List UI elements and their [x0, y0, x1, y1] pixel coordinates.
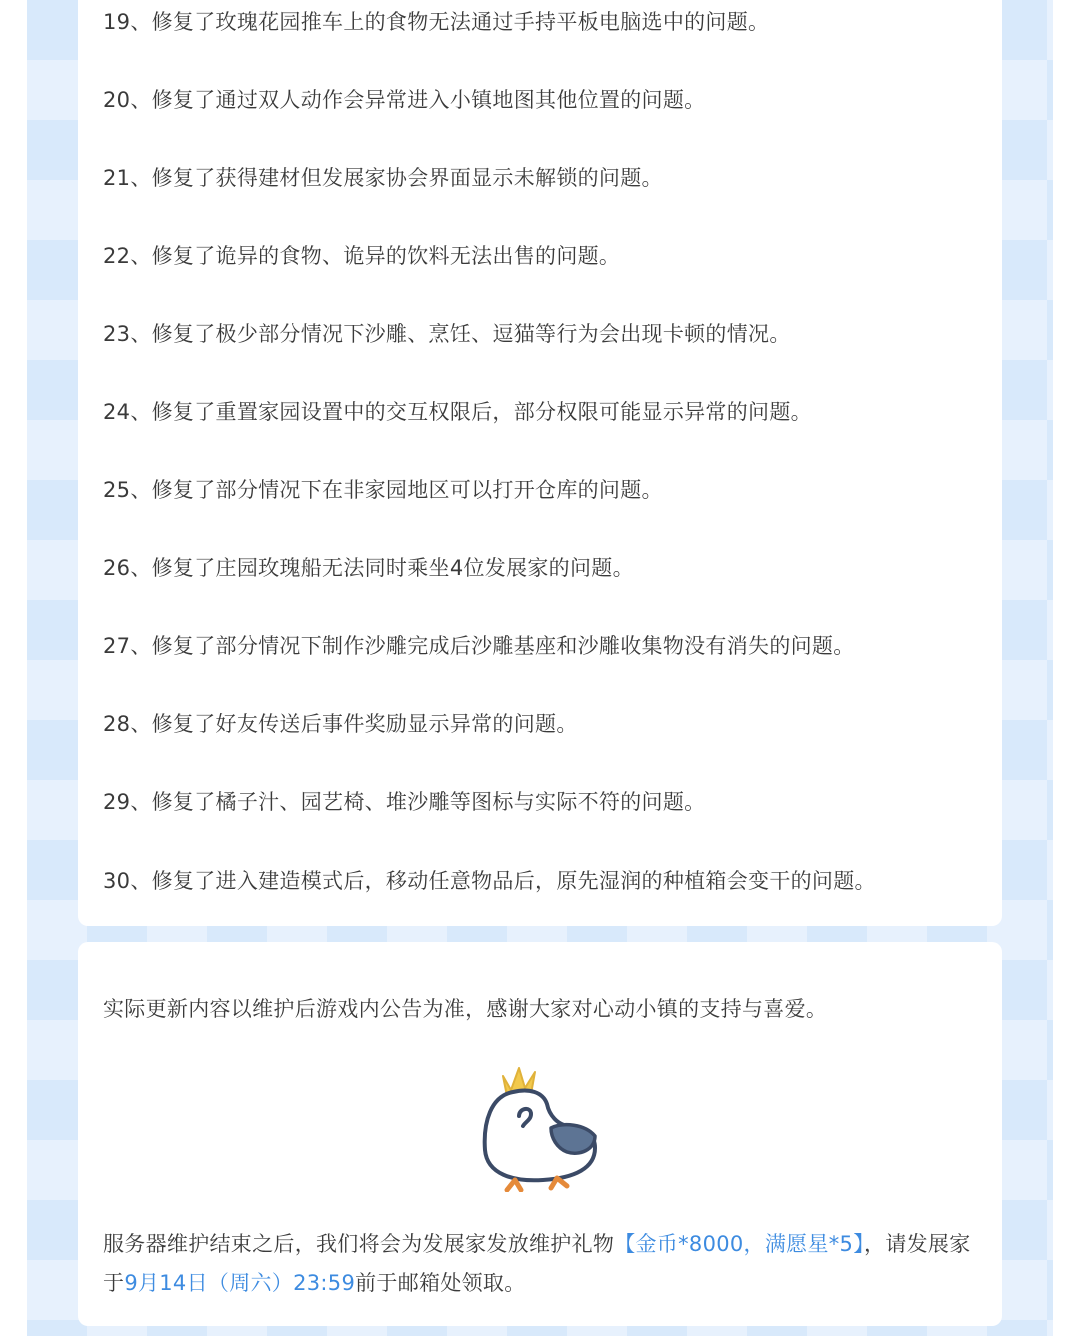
fix-item-21: 21、修复了获得建材但发展家协会界面显示未解锁的问题。: [103, 166, 663, 190]
maintenance-notice-card: [78, 942, 1002, 1326]
reward-gift: 【金币*8000，满愿星*5】: [614, 1232, 865, 1256]
fix-item-23: 23、修复了极少部分情况下沙雕、烹饪、逗猫等行为会出现卡顿的情况。: [103, 322, 791, 346]
fix-item-26: 26、修复了庄园玫瑰船无法同时乘坐4位发展家的问题。: [103, 556, 634, 580]
fix-item-24: 24、修复了重置家园设置中的交互权限后，部分权限可能显示异常的问题。: [103, 400, 812, 424]
duck-mascot-icon: [473, 1052, 613, 1192]
fix-item-22: 22、修复了诡异的食物、诡异的饮料无法出售的问题。: [103, 244, 621, 268]
reward-announcement: [103, 1225, 983, 1303]
fix-item-25: 25、修复了部分情况下在非家园地区可以打开仓库的问题。: [103, 478, 663, 502]
reward-deadline: 9月14日（周六）23:59: [124, 1271, 356, 1295]
reward-suffix-2: 前于邮箱处领取。: [355, 1271, 526, 1295]
fix-item-29: 29、修复了橘子汁、园艺椅、堆沙雕等图标与实际不符的问题。: [103, 790, 706, 814]
fix-item-20: 20、修复了通过双人动作会异常进入小镇地图其他位置的问题。: [103, 88, 706, 112]
reward-prefix: 服务器维护结束之后，我们将会为发展家发放维护礼物: [103, 1232, 615, 1256]
fix-item-28: 28、修复了好友传送后事件奖励显示异常的问题。: [103, 712, 578, 736]
update-notice-text: 实际更新内容以维护后游戏内公告为准，感谢大家对心动小镇的支持与喜爱。: [103, 997, 828, 1021]
fix-item-30: 30、修复了进入建造模式后，移动任意物品后，原先湿润的种植箱会变干的问题。: [103, 869, 876, 893]
patch-notes-card: [78, 0, 1002, 926]
fix-item-27: 27、修复了部分情况下制作沙雕完成后沙雕基座和沙雕收集物没有消失的问题。: [103, 634, 855, 658]
reward-suffix-1: ，请发展家于: [103, 1232, 971, 1295]
fix-item-19: 19、修复了玫瑰花园推车上的食物无法通过手持平板电脑选中的问题。: [103, 10, 770, 34]
